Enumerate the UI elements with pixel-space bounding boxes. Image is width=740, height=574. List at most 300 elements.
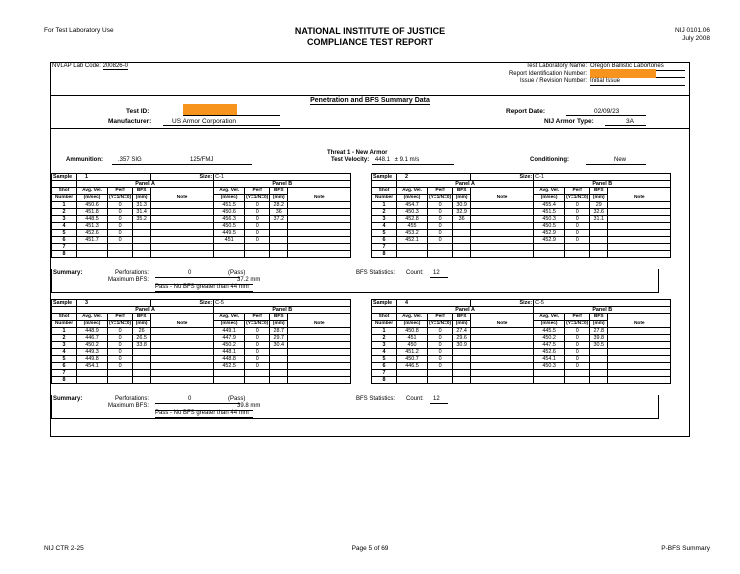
perforation — [428, 370, 453, 377]
pass-status: (Pass) — [228, 396, 246, 402]
note-cell — [608, 244, 671, 251]
note-cell — [608, 349, 671, 356]
perforation: 0 — [108, 342, 133, 349]
column-header — [471, 188, 534, 195]
note-cell — [471, 335, 534, 342]
perforation: 0 — [108, 209, 133, 216]
avg-velocity — [214, 377, 245, 384]
shot-number: 7 — [52, 244, 77, 251]
note-cell — [608, 328, 671, 335]
avg-velocity: 447.9 — [214, 335, 245, 342]
note-cell — [151, 328, 214, 335]
column-header: BFS — [133, 188, 151, 195]
perforation — [108, 251, 133, 258]
avg-velocity — [214, 244, 245, 251]
perforation: 0 — [245, 202, 270, 209]
panel-a-label: Panel A — [77, 181, 214, 188]
bfs-value: 36 — [270, 209, 288, 216]
perforation: 0 — [565, 363, 590, 370]
sample-number: 3 — [77, 300, 151, 307]
bfs-value — [270, 349, 288, 356]
size-value: C-5 — [214, 300, 351, 307]
perforation — [565, 370, 590, 377]
bfs-value — [453, 223, 471, 230]
sample-number: 2 — [397, 174, 471, 181]
note-cell — [288, 349, 351, 356]
note-cell — [471, 363, 534, 370]
armor-type-value: 3A — [626, 118, 634, 125]
sample-label: Sample — [52, 174, 77, 181]
perforation: 0 — [565, 237, 590, 244]
summary-underline — [430, 277, 448, 278]
avg-velocity: 451.3 — [77, 223, 108, 230]
panel-b-label: Panel B — [534, 181, 671, 188]
shot-number: 2 — [372, 335, 397, 342]
shot-number: 4 — [52, 349, 77, 356]
perforation: 0 — [245, 209, 270, 216]
bfs-value — [133, 251, 151, 258]
nvlap-label: NVLAP Lab Code: — [52, 63, 101, 69]
note-cell — [288, 216, 351, 223]
conditioning-label: Conditioning: — [530, 157, 569, 163]
avg-velocity: 450.5 — [534, 223, 565, 230]
bfs-value — [590, 223, 608, 230]
perforation: 0 — [428, 356, 453, 363]
header-left-label: For Test Laboratory Use — [44, 27, 114, 34]
note-cell — [288, 209, 351, 216]
avg-velocity — [77, 251, 108, 258]
perforations-value: 0 — [188, 396, 192, 402]
shot-number: 6 — [372, 237, 397, 244]
column-header: (m/sec) — [397, 321, 428, 328]
column-header: Perf — [565, 314, 590, 321]
panel-b-label: Panel B — [534, 307, 671, 314]
column-header: (mm) — [133, 321, 151, 328]
avg-velocity: 450.8 — [397, 328, 428, 335]
shot-number: 7 — [52, 370, 77, 377]
avg-velocity: 454.7 — [397, 202, 428, 209]
shot-number: 3 — [372, 216, 397, 223]
sample-table-2 — [371, 173, 671, 258]
report-id-label: Report Identification Number: — [508, 70, 587, 77]
summary-underline — [430, 403, 448, 404]
column-header: (Y=1/N=0) — [246, 195, 269, 200]
bfs-value: 30.9 — [453, 202, 471, 209]
bfs-value — [270, 251, 288, 258]
avg-velocity: 450 — [397, 342, 428, 349]
velocity-underline — [372, 164, 454, 165]
blank-cell — [372, 181, 397, 188]
column-header: Perf — [428, 188, 453, 195]
avg-velocity: 450.6 — [77, 202, 108, 209]
avg-velocity — [534, 251, 565, 258]
avg-velocity: 448.8 — [214, 356, 245, 363]
avg-velocity: 450.2 — [214, 342, 245, 349]
note-cell — [608, 223, 671, 230]
note-cell — [151, 349, 214, 356]
avg-velocity: 450.2 — [77, 342, 108, 349]
count-value: 12 — [433, 396, 440, 402]
perforation — [245, 377, 270, 384]
column-header: (m/sec) — [77, 195, 108, 202]
avg-velocity: 452.5 — [214, 363, 245, 370]
summary-label: Summary: — [53, 396, 83, 402]
perforation: 0 — [245, 237, 270, 244]
shot-number: 5 — [372, 230, 397, 237]
bfs-value — [133, 244, 151, 251]
column-header: Shot — [52, 314, 77, 321]
bfs-value — [133, 349, 151, 356]
note-cell — [471, 209, 534, 216]
avg-velocity: 453.2 — [397, 230, 428, 237]
size-label: Size: — [471, 300, 534, 307]
avg-velocity — [77, 244, 108, 251]
perforation: 0 — [565, 223, 590, 230]
note-cell — [471, 251, 534, 258]
size-label: Size: — [151, 174, 214, 181]
report-id-row — [380, 71, 685, 79]
lab-name-value: Oregon Ballistic Labortories — [590, 63, 685, 71]
bfs-value: 30.5 — [590, 342, 608, 349]
perforation: 0 — [245, 349, 270, 356]
column-header: Shot — [372, 314, 397, 321]
bfs-value: 37.2 — [270, 216, 288, 223]
avg-velocity: 452.6 — [534, 349, 565, 356]
bfs-value — [590, 230, 608, 237]
note-cell — [608, 342, 671, 349]
nvlap-value: 200826-0 — [102, 63, 128, 69]
perforation: 0 — [245, 216, 270, 223]
count-label: Count: — [406, 270, 424, 276]
column-header: BFS — [270, 188, 288, 195]
note-cell — [288, 237, 351, 244]
bfs-value — [133, 377, 151, 384]
note-cell — [471, 328, 534, 335]
shot-number: 7 — [372, 244, 397, 251]
shot-number: 6 — [52, 237, 77, 244]
table-row — [372, 356, 671, 363]
note-cell — [288, 223, 351, 230]
avg-velocity: 450.3 — [534, 363, 565, 370]
note-cell — [151, 335, 214, 342]
note-cell — [288, 251, 351, 258]
bfs-value: 31.1 — [590, 216, 608, 223]
bfs-value: 35.2 — [133, 216, 151, 223]
note-cell — [288, 370, 351, 377]
bfs-value — [590, 377, 608, 384]
perforation — [108, 377, 133, 384]
pass-status: (Pass) — [228, 270, 246, 276]
bfs-value: 27.8 — [590, 328, 608, 335]
avg-velocity — [214, 251, 245, 258]
column-header: Note — [608, 195, 671, 202]
perforation: 0 — [108, 335, 133, 342]
panel-a-label: Panel A — [77, 307, 214, 314]
bfs-statistics-label: BFS Statistics: — [356, 396, 396, 402]
column-header — [608, 188, 671, 195]
column-header: BFS — [590, 314, 608, 321]
shot-number: 5 — [372, 356, 397, 363]
avg-velocity — [397, 244, 428, 251]
bfs-value — [590, 349, 608, 356]
column-header: Avg. Vel. — [397, 314, 428, 321]
separator-top — [50, 95, 690, 96]
column-header: Shot — [52, 188, 77, 195]
sample-number: 1 — [77, 174, 151, 181]
shot-number: 4 — [372, 223, 397, 230]
test-id-label: Test ID: — [126, 108, 150, 115]
column-header: (mm) — [590, 321, 608, 328]
perforation — [428, 251, 453, 258]
velocity-row — [331, 157, 419, 163]
avg-velocity — [397, 377, 428, 384]
bfs-value: 27.4 — [453, 328, 471, 335]
panel-a-label: Panel A — [397, 307, 534, 314]
note-cell — [288, 363, 351, 370]
note-cell — [288, 356, 351, 363]
table-row — [372, 223, 671, 230]
panel-b-label: Panel B — [214, 181, 351, 188]
report-date-label: Report Date: — [506, 108, 546, 115]
bfs-value: 30.9 — [453, 342, 471, 349]
sample-table-1 — [51, 173, 351, 258]
avg-velocity — [77, 377, 108, 384]
bfs-value: 31.3 — [133, 202, 151, 209]
note-cell — [151, 237, 214, 244]
column-header: (mm) — [453, 321, 471, 328]
column-header: Note — [288, 195, 351, 202]
avg-velocity: 451 — [397, 335, 428, 342]
avg-velocity — [534, 370, 565, 377]
column-header — [288, 188, 351, 195]
note-cell — [288, 244, 351, 251]
avg-velocity: 449.5 — [214, 230, 245, 237]
perforation — [565, 251, 590, 258]
bfs-value — [133, 223, 151, 230]
summary-underline — [155, 417, 253, 418]
perforations-value: 0 — [188, 270, 192, 276]
bfs-value: 33.8 — [133, 342, 151, 349]
table-row — [52, 209, 351, 216]
avg-velocity: 448.1 — [214, 349, 245, 356]
bfs-value — [453, 363, 471, 370]
table-row — [52, 377, 351, 384]
table-row — [372, 209, 671, 216]
column-header: Avg. Vel. — [214, 314, 245, 321]
manufacturer-label: Manufacturer: — [108, 118, 152, 125]
avg-velocity: 448.5 — [77, 216, 108, 223]
perforations-label: Perforations: — [115, 270, 150, 276]
report-date-underline — [566, 115, 646, 116]
report-title-line2: COMPLIANCE TEST REPORT — [306, 37, 433, 47]
table-row — [372, 342, 671, 349]
column-header: Note — [288, 321, 351, 328]
column-header: Number — [52, 321, 77, 328]
column-header: (mm) — [453, 195, 471, 202]
perforation: 0 — [108, 237, 133, 244]
column-header: Note — [471, 195, 534, 202]
column-header: Avg. Vel. — [77, 314, 108, 321]
report-id-value — [590, 71, 685, 79]
column-header: Perf — [245, 188, 270, 195]
table-row — [52, 202, 351, 209]
perforation: 0 — [245, 335, 270, 342]
column-header — [151, 188, 214, 195]
bfs-value — [453, 237, 471, 244]
avg-velocity: 450.3 — [397, 209, 428, 216]
shot-number: 1 — [372, 202, 397, 209]
note-cell — [471, 244, 534, 251]
summary-underline — [155, 284, 253, 285]
avg-velocity: 450.7 — [397, 356, 428, 363]
avg-velocity: 451.2 — [397, 349, 428, 356]
shot-number: 5 — [52, 356, 77, 363]
size-label: Size: — [471, 174, 534, 181]
bfs-value — [590, 370, 608, 377]
avg-velocity: 448.9 — [77, 328, 108, 335]
summary-label: Summary: — [53, 270, 83, 276]
bfs-value — [270, 370, 288, 377]
perforation: 0 — [428, 363, 453, 370]
bfs-value: 29 — [590, 202, 608, 209]
bfs-value: 32.9 — [453, 209, 471, 216]
bfs-value: 28.7 — [270, 328, 288, 335]
perforation: 0 — [565, 328, 590, 335]
test-id-underline — [183, 115, 280, 116]
bfs-value — [133, 230, 151, 237]
column-header: (mm) — [270, 195, 288, 202]
note-cell — [608, 335, 671, 342]
note-cell — [608, 370, 671, 377]
issue-row — [380, 78, 685, 86]
bfs-value: 29.7 — [270, 335, 288, 342]
bfs-value — [590, 244, 608, 251]
column-header — [471, 314, 534, 321]
avg-velocity: 451.8 — [77, 209, 108, 216]
blank-cell — [52, 181, 77, 188]
bfs-value — [133, 363, 151, 370]
panel-a-label: Panel A — [397, 181, 534, 188]
velocity-value: 448.1 — [374, 157, 390, 163]
bfs-value: 29.6 — [453, 335, 471, 342]
note-cell — [151, 209, 214, 216]
note-cell — [151, 202, 214, 209]
bfs-value — [270, 356, 288, 363]
blank-cell — [52, 307, 77, 314]
avg-velocity: 454.1 — [77, 363, 108, 370]
lab-name-label: Test Laboratory Name: — [526, 63, 587, 69]
column-header: Avg. Vel. — [397, 188, 428, 195]
ammunition-underline — [112, 164, 252, 165]
avg-velocity — [534, 244, 565, 251]
avg-velocity — [214, 370, 245, 377]
table-row — [52, 237, 351, 244]
table-row — [372, 230, 671, 237]
table-row — [372, 251, 671, 258]
perforation: 0 — [565, 356, 590, 363]
note-cell — [288, 202, 351, 209]
avg-velocity: 449.8 — [77, 356, 108, 363]
perforation — [565, 377, 590, 384]
column-header: BFS — [133, 314, 151, 321]
avg-velocity: 452.9 — [534, 230, 565, 237]
avg-velocity — [397, 251, 428, 258]
sample-table-3 — [51, 299, 351, 384]
armor-type-label: NIJ Armor Type: — [544, 118, 594, 125]
avg-velocity: 446.5 — [397, 363, 428, 370]
shot-number: 4 — [52, 223, 77, 230]
note-cell — [471, 216, 534, 223]
bfs-value: 32.6 — [590, 209, 608, 216]
perforation: 0 — [108, 202, 133, 209]
perforation: 0 — [428, 223, 453, 230]
perforation: 0 — [245, 363, 270, 370]
avg-velocity: 452.8 — [397, 216, 428, 223]
sample-number: 4 — [397, 300, 471, 307]
bfs-value — [133, 237, 151, 244]
column-header: (Y=1/N=0) — [566, 195, 589, 200]
bfs-value — [453, 230, 471, 237]
column-header: (Y=1/N=0) — [109, 195, 132, 200]
bfs-value — [133, 370, 151, 377]
note-cell — [608, 377, 671, 384]
avg-velocity: 449.3 — [77, 349, 108, 356]
shot-number: 6 — [52, 363, 77, 370]
max-bfs-value: 39.8 mm — [237, 403, 261, 409]
perforation: 0 — [245, 328, 270, 335]
sample-label: Sample — [52, 300, 77, 307]
bfs-value: 31.4 — [133, 209, 151, 216]
column-header — [288, 314, 351, 321]
column-header: Avg. Vel. — [534, 314, 565, 321]
note-cell — [151, 216, 214, 223]
column-header: Perf — [108, 188, 133, 195]
perforation: 0 — [565, 349, 590, 356]
shot-number: 2 — [52, 335, 77, 342]
avg-velocity: 446.7 — [77, 335, 108, 342]
note-cell — [151, 251, 214, 258]
column-header — [608, 314, 671, 321]
note-cell — [471, 342, 534, 349]
shot-number: 3 — [52, 216, 77, 223]
perforation: 0 — [108, 216, 133, 223]
note-cell — [288, 342, 351, 349]
column-header: Perf — [565, 188, 590, 195]
bfs-value — [133, 356, 151, 363]
perforation: 0 — [565, 216, 590, 223]
avg-velocity: 447.5 — [534, 342, 565, 349]
column-header: Note — [151, 195, 214, 202]
max-bfs-label: Maximum BFS: — [108, 403, 150, 409]
avg-velocity: 455.4 — [534, 202, 565, 209]
column-header: (m/sec) — [214, 321, 245, 328]
column-header: Number — [372, 321, 397, 328]
table-row — [52, 216, 351, 223]
shot-number: 2 — [372, 209, 397, 216]
note-cell — [151, 363, 214, 370]
bfs-value — [590, 237, 608, 244]
standard-number: NIJ 0101.06 — [674, 27, 710, 34]
bfs-value — [453, 251, 471, 258]
column-header: Avg. Vel. — [534, 188, 565, 195]
column-header: Note — [608, 321, 671, 328]
summary-underline — [155, 291, 253, 292]
bfs-value: 26.5 — [133, 335, 151, 342]
perforation: 0 — [245, 342, 270, 349]
sample-label: Sample — [372, 300, 397, 307]
table-row — [52, 356, 351, 363]
note-cell — [608, 216, 671, 223]
